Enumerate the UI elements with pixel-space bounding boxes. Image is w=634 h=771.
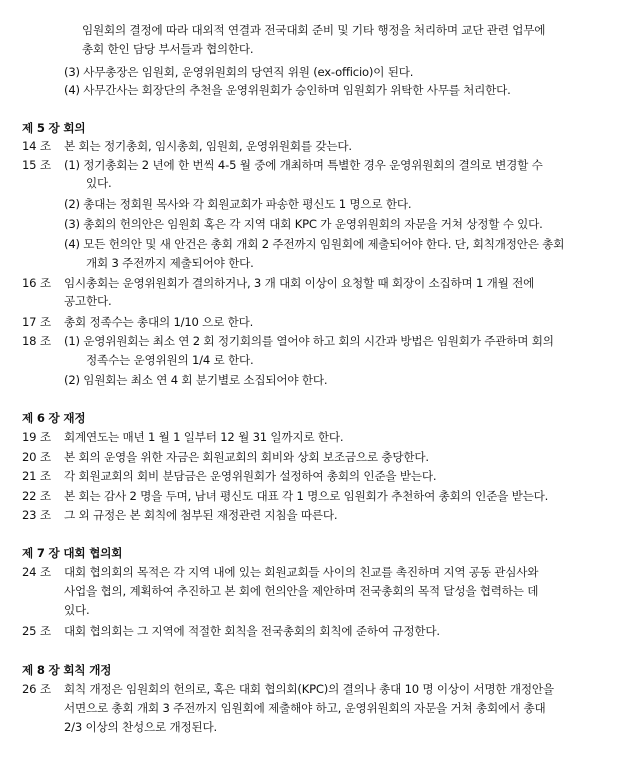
article-16-number: 16 조 [22,276,51,290]
article-21-text: 각 회원교회의 회비 분담금은 운영위원회가 설정하여 총회의 인준을 받는다. [64,469,437,483]
article-22-text: 본 회는 감사 2 명을 두며, 남녀 평신도 대표 각 1 명으로 임원회가 추천하여 총회의 인준을 받는다. [64,489,549,503]
article-24-line-c: 있다. [64,603,90,617]
article-26-number: 26 조 [22,682,51,696]
continuation-line-2: 총회 한인 담당 부서들과 협의한다. [82,42,254,56]
article-17-number: 17 조 [22,315,51,329]
article-25-text: 대회 협의회는 그 지역에 적절한 회칙을 전국총회의 회칙에 준하여 규정한다. [64,624,440,638]
article-15-item-2: (2) 총대는 정회원 목사와 각 회원교회가 파송한 평신도 1 명으로 한다. [64,197,412,211]
continuation-item-3: (3) 사무총장은 임원회, 운영위원회의 당연직 위원 (ex-officio)이 된다. [64,65,414,79]
article-18-item-1b: 정족수는 운영위원의 1/4 로 한다. [86,353,254,367]
article-23-number: 23 조 [22,508,51,522]
article-26-line-a: 회칙 개정은 임원회의 헌의로, 혹은 대회 협의회(KPC)의 결의나 총대 10 명 이상이 서명한 개정안을 [64,682,554,696]
article-24-line-a: 대회 협의회의 목적은 각 지역 내에 있는 회원교회들 사이의 친교를 촉진하며 지역 공동 관심사와 [64,565,539,579]
article-15-item-1b: 있다. [86,176,112,190]
article-15-item-3: (3) 총회의 헌의안은 임원회 혹은 각 지역 대회 KPC 가 운영위원회의 자문을 거쳐 상정할 수 있다. [64,217,543,231]
article-18-item-1a: (1) 운영위원회는 최소 연 2 회 정기회의를 열어야 하고 회의 시간과 방법은 임원회가 주관하며 회의 [64,334,554,348]
article-24-line-b: 사업을 협의, 계획하여 추진하고 본 회에 헌의안을 제안하며 전국총회의 목적 달성을 협력하는 데 [64,584,539,598]
article-26-line-b: 서면으로 총회 개회 3 주전까지 임원회에 제출해야 하고, 운영위원회의 자문을 거쳐 총회에서 총대 [64,701,546,715]
chapter-6-heading: 제 6 장 재정 [22,411,86,425]
article-23-text: 그 외 규정은 본 회칙에 첨부된 재정관련 지침을 따른다. [64,508,338,522]
article-21-number: 21 조 [22,469,51,483]
article-24-number: 24 조 [22,565,51,579]
article-15-item-4b: 개회 3 주전까지 제출되어야 한다. [86,256,254,270]
article-19-number: 19 조 [22,430,51,444]
continuation-item-4: (4) 사무간사는 회장단의 추천을 운영위원회가 승인하며 임원회가 위탁한 사무를 처리한다. [64,83,511,97]
article-25-number: 25 조 [22,624,51,638]
article-14-number: 14 조 [22,139,51,153]
article-20-number: 20 조 [22,450,51,464]
continuation-line-1: 임원회의 결정에 따라 대외적 연결과 전국대회 준비 및 기타 행정을 처리하며 교단 관련 업무에 [82,23,546,37]
article-16-line-a: 임시총회는 운영위원회가 결의하거나, 3 개 대회 이상이 요청할 때 회장이 소집하며 1 개월 전에 [64,276,535,290]
article-18-item-2: (2) 임원회는 최소 연 4 회 분기별로 소집되어야 한다. [64,373,328,387]
article-20-text: 본 회의 운영을 위한 자금은 회원교회의 회비와 상회 보조금으로 충당한다. [64,450,429,464]
article-15-item-1a: (1) 정기총회는 2 년에 한 번씩 4-5 월 중에 개최하며 특별한 경우 운영위원회의 결의로 변경할 수 [64,158,543,172]
chapter-5-heading: 제 5 장 회의 [22,121,86,135]
article-14-text: 본 회는 정기총회, 임시총회, 임원회, 운영위원회를 갖는다. [64,139,352,153]
article-18-number: 18 조 [22,334,51,348]
chapter-8-heading: 제 8 장 회칙 개정 [22,663,112,677]
article-17-text: 총회 정족수는 총대의 1/10 으로 한다. [64,315,254,329]
article-19-text: 회계연도는 매년 1 월 1 일부터 12 월 31 일까지로 한다. [64,430,344,444]
article-22-number: 22 조 [22,489,51,503]
chapter-7-heading: 제 7 장 대회 협의회 [22,546,123,560]
article-26-line-c: 2/3 이상의 찬성으로 개정된다. [64,720,217,734]
article-15-item-4a: (4) 모든 헌의안 및 새 안건은 총회 개회 2 주전까지 임원회에 제출되어야 한다. 단, 회칙개정안은 총회 [64,237,565,251]
article-16-line-b: 공고한다. [64,294,112,308]
article-15-number: 15 조 [22,158,51,172]
